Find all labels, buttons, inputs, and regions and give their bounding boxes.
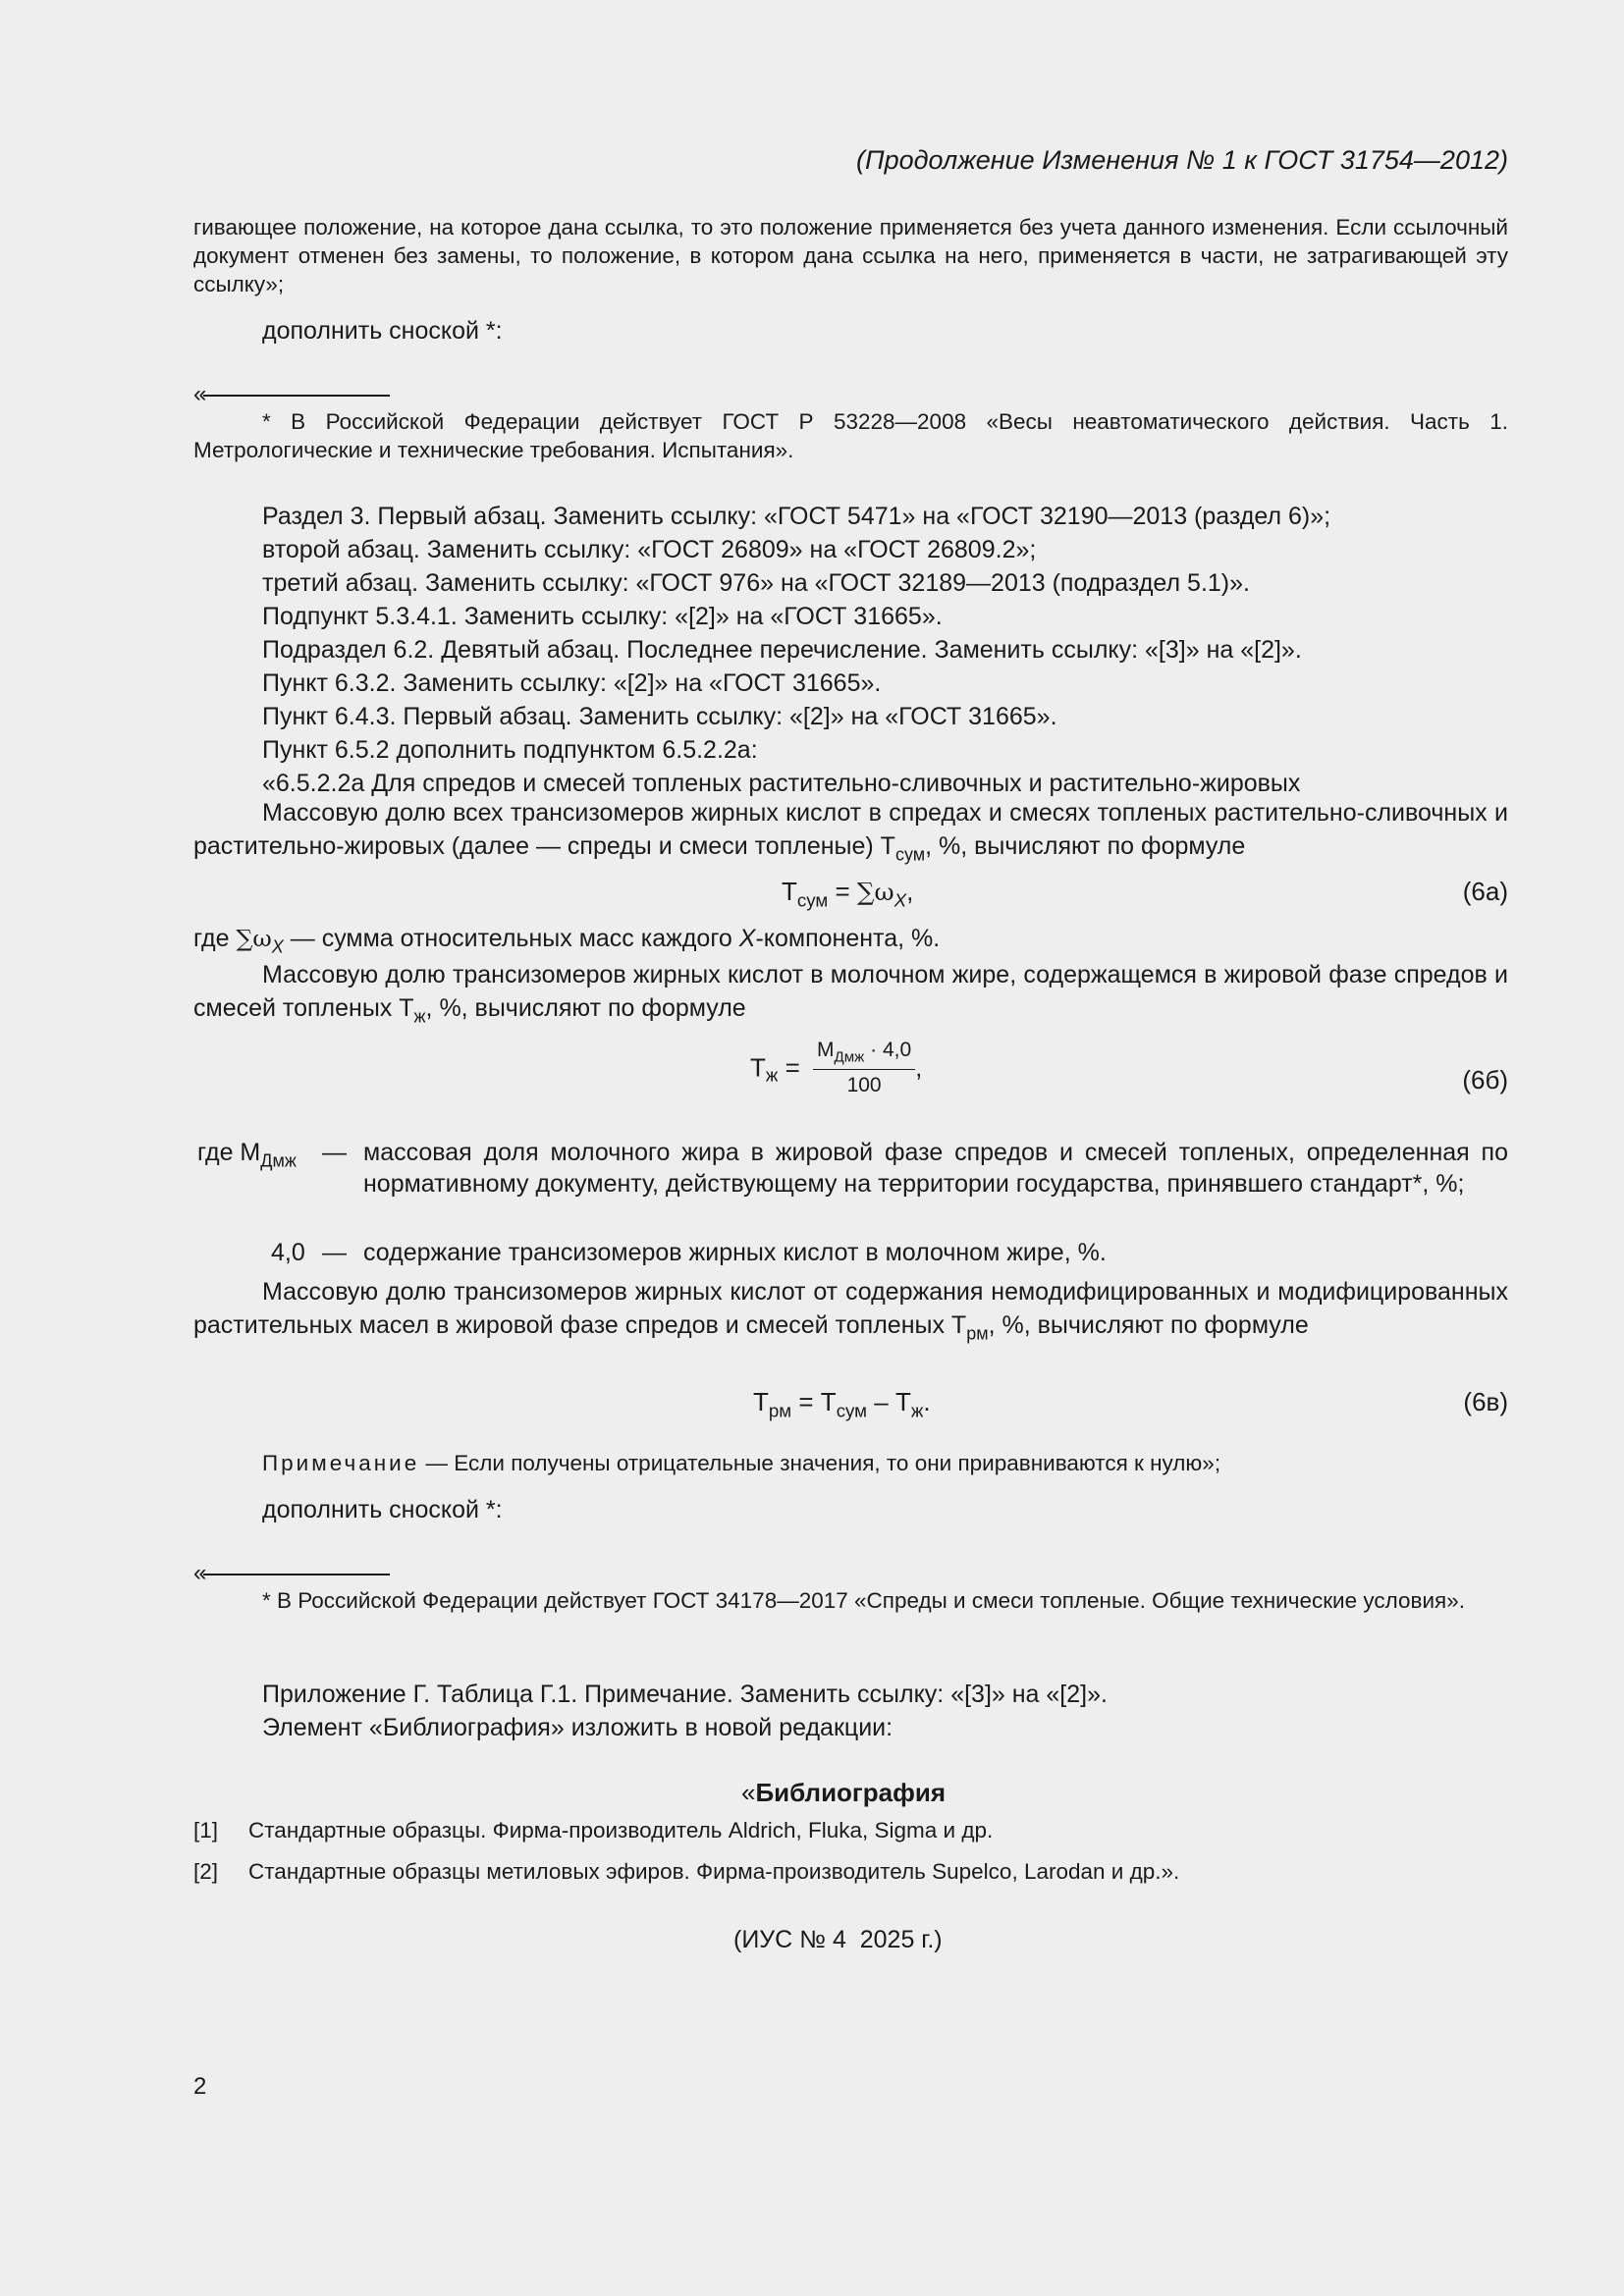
footnote-text: * В Российской Федерации действует ГОСТ 34178—2017 «Спреды и смеси топленые. Общие технические условия».: [262, 1588, 1465, 1613]
change-line: Раздел 3. Первый абзац. Заменить ссылку: «ГОСТ 5471» на «ГОСТ 32190—2013 (раздел 6)»;: [262, 503, 1331, 530]
change-line: третий абзац. Заменить ссылку: «ГОСТ 976» на «ГОСТ 32189—2013 (подраздел 5.1)».: [262, 569, 1250, 597]
intro-paragraph: гивающее положение, на которое дана ссылка, то это положение применяется без учета данного изменения. Если ссылочный документ отменен без замены, то положение, в котором дана ссылка на него, применяется в части, не затрагивающей эту ссылку»;: [193, 215, 1508, 296]
paragraph-mass-all: Массовую долю всех трансизомеров жирных кислот в спредах и смесях топленых растительно-сливочных и растительно-жировых (далее — спреды и смеси топленые) $Т_{сум}$, %, вычисляют по формуле: [193, 799, 1508, 865]
footnote-open-quote: «: [193, 1560, 207, 1586]
equation-number-6v: (6в): [1463, 1387, 1508, 1416]
page-number: 2: [193, 2073, 207, 2100]
where-6b-description: массовая доля молочного жира в жировой фазе спредов и смесей топленых, определенная по нормативному документу, действующему на территории государства, принявшего стандарт*, %;: [363, 1139, 1508, 1198]
change-line: Подпункт 5.3.4.1. Заменить ссылку: «[2]» на «ГОСТ 31665».: [262, 603, 943, 630]
footnote-open-quote: «: [193, 381, 207, 407]
change-line: Приложение Г. Таблица Г.1. Примечание. Заменить ссылку: «[3]» на «[2]».: [262, 1681, 1108, 1708]
add-footnote-instruction: дополнить сноской *:: [262, 1496, 503, 1523]
formula-6b-fraction: $\frac{М_{Дмж} \cdot 4,0}{100}$: [813, 1039, 915, 1097]
bibliography-heading: «Библиография: [741, 1778, 947, 1807]
where-6b-dash: —: [322, 1239, 347, 1266]
formula-6v: $Т_{рм} = Т_{сум} - Т_ж$.: [753, 1387, 931, 1421]
add-footnote-instruction: дополнить сноской *:: [262, 317, 503, 345]
where-6a: где $\sum\omega_X$ — сумма относительных масс каждого X-компонента, %.: [193, 925, 941, 957]
paragraph-mass-milk: Массовую долю трансизомеров жирных кислот в молочном жире, содержащемся в жировой фазе спредов и смесей топленых $Т_ж$, %, вычисляют по формуле: [193, 961, 1508, 1027]
where-6b-term: где $М_{Дмж}$: [197, 1139, 297, 1171]
footnote-divider: [203, 395, 390, 397]
change-line: Пункт 6.5.2 дополнить подпунктом 6.5.2.2а:: [262, 736, 758, 764]
page-header: (Продолжение Изменения № 1 к ГОСТ 31754—2012): [856, 145, 1508, 175]
where-6b-dash: —: [322, 1139, 347, 1166]
where-6b-term: 4,0: [271, 1239, 305, 1266]
change-line: Пункт 6.3.2. Заменить ссылку: «[2]» на «ГОСТ 31665».: [262, 669, 882, 697]
change-line: Элемент «Библиография» изложить в новой редакции:: [262, 1714, 893, 1741]
where-6b-description: содержание трансизомеров жирных кислот в молочном жире, %.: [363, 1239, 1107, 1266]
formula-6a: $Т_{сум} = \sum\omega_X$,: [782, 877, 914, 911]
footnote-text: * В Российской Федерации действует ГОСТ Р 53228—2008 «Весы неавтоматического действия. Часть 1. Метрологические и технические требования. Испытания».: [193, 409, 1508, 462]
equation-number-6b: (6б): [1462, 1065, 1508, 1095]
bibliography-item: [2] Стандартные образцы метиловых эфиров. Фирма-производитель Supelco, Larodan и др.».: [193, 1859, 1180, 1884]
ius-reference: (ИУС № 4 2025 г.): [733, 1926, 943, 1953]
change-line: «6.5.2.2а Для спредов и смесей топленых растительно-сливочных и растительно-жировых: [262, 770, 1301, 797]
change-line: Пункт 6.4.3. Первый абзац. Заменить ссылку: «[2]» на «ГОСТ 31665».: [262, 703, 1057, 730]
formula-6b: $Т_ж$ = $\frac{М_{Дмж} \cdot 4,0}{100}$ ,: [750, 1039, 923, 1097]
note: Примечание — Если получены отрицательные значения, то они приравниваются к нулю»;: [262, 1451, 1221, 1475]
change-line: Подраздел 6.2. Девятый абзац. Последнее перечисление. Заменить ссылку: «[3]» на «[2]».: [262, 636, 1302, 664]
footnote-divider: [203, 1574, 390, 1575]
equation-number-6a: (6а): [1462, 877, 1508, 906]
change-list: [262, 503, 1509, 803]
appendix-changes: [262, 1681, 1509, 1747]
paragraph-mass-veg: Массовую долю трансизомеров жирных кислот от содержания немодифицированных и модифицированных растительных масел в жировой фазе спредов и смесей топленых $Т_{рм}$, %, вычисляют по формуле: [193, 1278, 1508, 1344]
change-line: второй абзац. Заменить ссылку: «ГОСТ 26809» на «ГОСТ 26809.2»;: [262, 536, 1037, 563]
bibliography-item: [1] Стандартные образцы. Фирма-производитель Aldrich, Fluka, Sigma и др.: [193, 1818, 994, 1842]
